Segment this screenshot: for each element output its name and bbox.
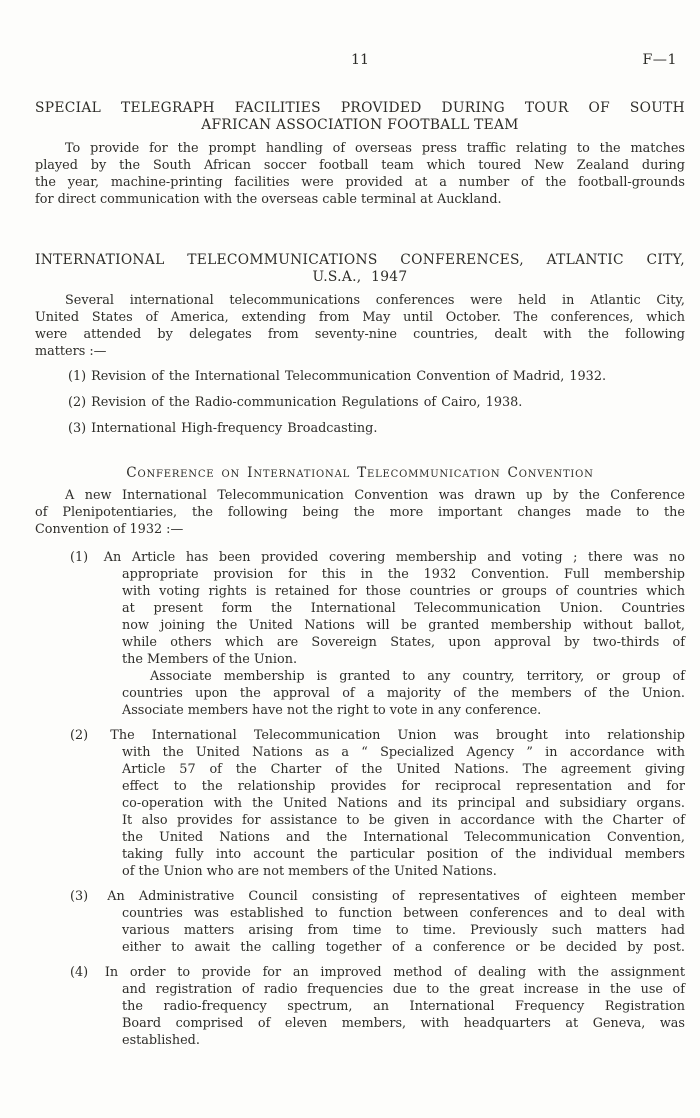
paragraph-football bbox=[35, 140, 685, 208]
item-number: (2) bbox=[68, 395, 87, 410]
text-line: played by the South African soccer football team which toured New Zealand during bbox=[35, 158, 685, 173]
conference-matters-list bbox=[68, 368, 685, 437]
item-number: (1) bbox=[68, 369, 87, 384]
text-line: the radio-frequency spectrum, an International Frequency Registration bbox=[122, 999, 685, 1014]
item-number: (3) bbox=[70, 889, 89, 904]
item-text: Revision of the Radio-communication Regulations of Cairo, 1938. bbox=[91, 395, 523, 410]
item-text: In order to provide for an improved method of dealing with the assignment bbox=[104, 965, 685, 980]
item-number: (2) bbox=[70, 728, 89, 743]
text-line: of Plenipotentiaries, the following being the more important changes made to the bbox=[35, 505, 685, 520]
subsection-title-convention: Conference on International Telecommunication Convention bbox=[126, 465, 594, 481]
text-line: Article 57 of the Charter of the United Nations. The agreement giving bbox=[122, 762, 685, 777]
header-spacer bbox=[35, 52, 351, 69]
text-line bbox=[70, 727, 685, 744]
text-line: countries upon the approval of a majority of the members of the Union. bbox=[122, 686, 685, 701]
text-line: were attended by delegates from seventy-nine countries, dealt with the following bbox=[35, 327, 685, 342]
convention-item-1 bbox=[70, 549, 686, 719]
section-title-football bbox=[35, 100, 685, 134]
item-number: (1) bbox=[70, 550, 89, 565]
text-line: while others which are Sovereign States, upon approval by two-thirds of bbox=[122, 635, 685, 650]
paragraph-convention bbox=[35, 487, 685, 538]
section-title-conferences bbox=[35, 252, 685, 286]
text-line: established. bbox=[122, 1033, 200, 1048]
convention-item-4 bbox=[70, 964, 685, 1049]
item-text: International High-frequency Broadcasting. bbox=[91, 421, 378, 436]
text-line: Several international telecommunications conferences were held in Atlantic City, bbox=[65, 293, 685, 308]
item-number: (3) bbox=[68, 421, 87, 436]
title-line: U.S.A., 1947 bbox=[312, 269, 408, 285]
item-number: (4) bbox=[70, 965, 89, 980]
item-text: An Administrative Council consisting of representatives of eighteen member bbox=[107, 889, 685, 904]
text-line: now joining the United Nations will be granted membership without ballot, bbox=[122, 618, 685, 633]
text-line: with the United Nations as a “ Specialized Agency ” in accordance with bbox=[122, 745, 685, 760]
title-line: AFRICAN ASSOCIATION FOOTBALL TEAM bbox=[201, 117, 519, 133]
text-line: Convention of 1932 :— bbox=[35, 522, 184, 537]
title-line: SPECIAL TELEGRAPH FACILITIES PROVIDED DURING TOUR OF SOUTH bbox=[35, 100, 685, 116]
item-text: Revision of the International Telecommunication Convention of Madrid, 1932. bbox=[91, 369, 607, 384]
text-line: of the Union who are not members of the United Nations. bbox=[122, 864, 497, 879]
page-number: 11 bbox=[350, 52, 370, 68]
document-reference: F—1 bbox=[642, 52, 677, 68]
text-line: Associate membership is granted to any country, territory, or group of bbox=[150, 669, 685, 684]
text-line: To provide for the prompt handling of overseas press traffic relating to the matches bbox=[65, 141, 685, 156]
convention-item-3 bbox=[70, 888, 685, 956]
list-item bbox=[68, 420, 685, 437]
text-line: effect to the relationship provides for reciprocal representation and for bbox=[122, 779, 685, 794]
item-text: The International Telecommunication Union was brought into relationship bbox=[110, 728, 685, 743]
text-line: It also provides for assistance to be given in accordance with the Charter of bbox=[122, 813, 685, 828]
text-line bbox=[70, 549, 685, 566]
text-line: with voting rights is retained for those countries or groups of countries which bbox=[122, 584, 685, 599]
text-line: Board comprised of eleven members, with headquarters at Geneva, was bbox=[122, 1016, 685, 1031]
text-line bbox=[70, 888, 685, 905]
text-line: matters :— bbox=[35, 344, 107, 359]
text-line: either to await the calling together of a conference or be decided by post. bbox=[122, 940, 685, 955]
text-line: co-operation with the United Nations and its principal and subsidiary organs. bbox=[122, 796, 685, 811]
list-item bbox=[68, 368, 685, 385]
text-line: for direct communication with the overseas cable terminal at Auckland. bbox=[35, 192, 502, 207]
page-header bbox=[35, 52, 685, 69]
list-item bbox=[68, 394, 685, 411]
text-line bbox=[70, 964, 685, 981]
text-line: various matters arising from time to time. Previously such matters had bbox=[122, 923, 685, 938]
text-line: and registration of radio frequencies due to the great increase in the use of bbox=[122, 982, 685, 997]
text-line: Associate members have not the right to vote in any conference. bbox=[122, 703, 542, 718]
convention-item-2 bbox=[70, 727, 685, 880]
text-line: the United Nations and the International Telecommunication Convention, bbox=[122, 830, 685, 845]
text-line: A new International Telecommunication Convention was drawn up by the Conference bbox=[65, 488, 685, 503]
text-line: at present form the International Telecommunication Union. Countries bbox=[122, 601, 685, 616]
item-text: An Article has been provided covering membership and voting ; there was no bbox=[103, 550, 686, 565]
text-line: countries was established to function between conferences and to deal with bbox=[122, 906, 685, 921]
paragraph-conferences bbox=[35, 292, 685, 360]
text-line: taking fully into account the particular position of the individual members bbox=[122, 847, 685, 862]
text-line: appropriate provision for this in the 1932 Convention. Full membership bbox=[122, 567, 685, 582]
text-line: the Members of the Union. bbox=[122, 652, 298, 667]
text-line: United States of America, extending from May until October. The conferences, which bbox=[35, 310, 685, 325]
title-line: INTERNATIONAL TELECOMMUNICATIONS CONFERENCES, ATLANTIC CITY, bbox=[35, 252, 685, 268]
text-line: the year, machine-printing facilities were provided at a number of the football-grounds bbox=[35, 175, 685, 190]
